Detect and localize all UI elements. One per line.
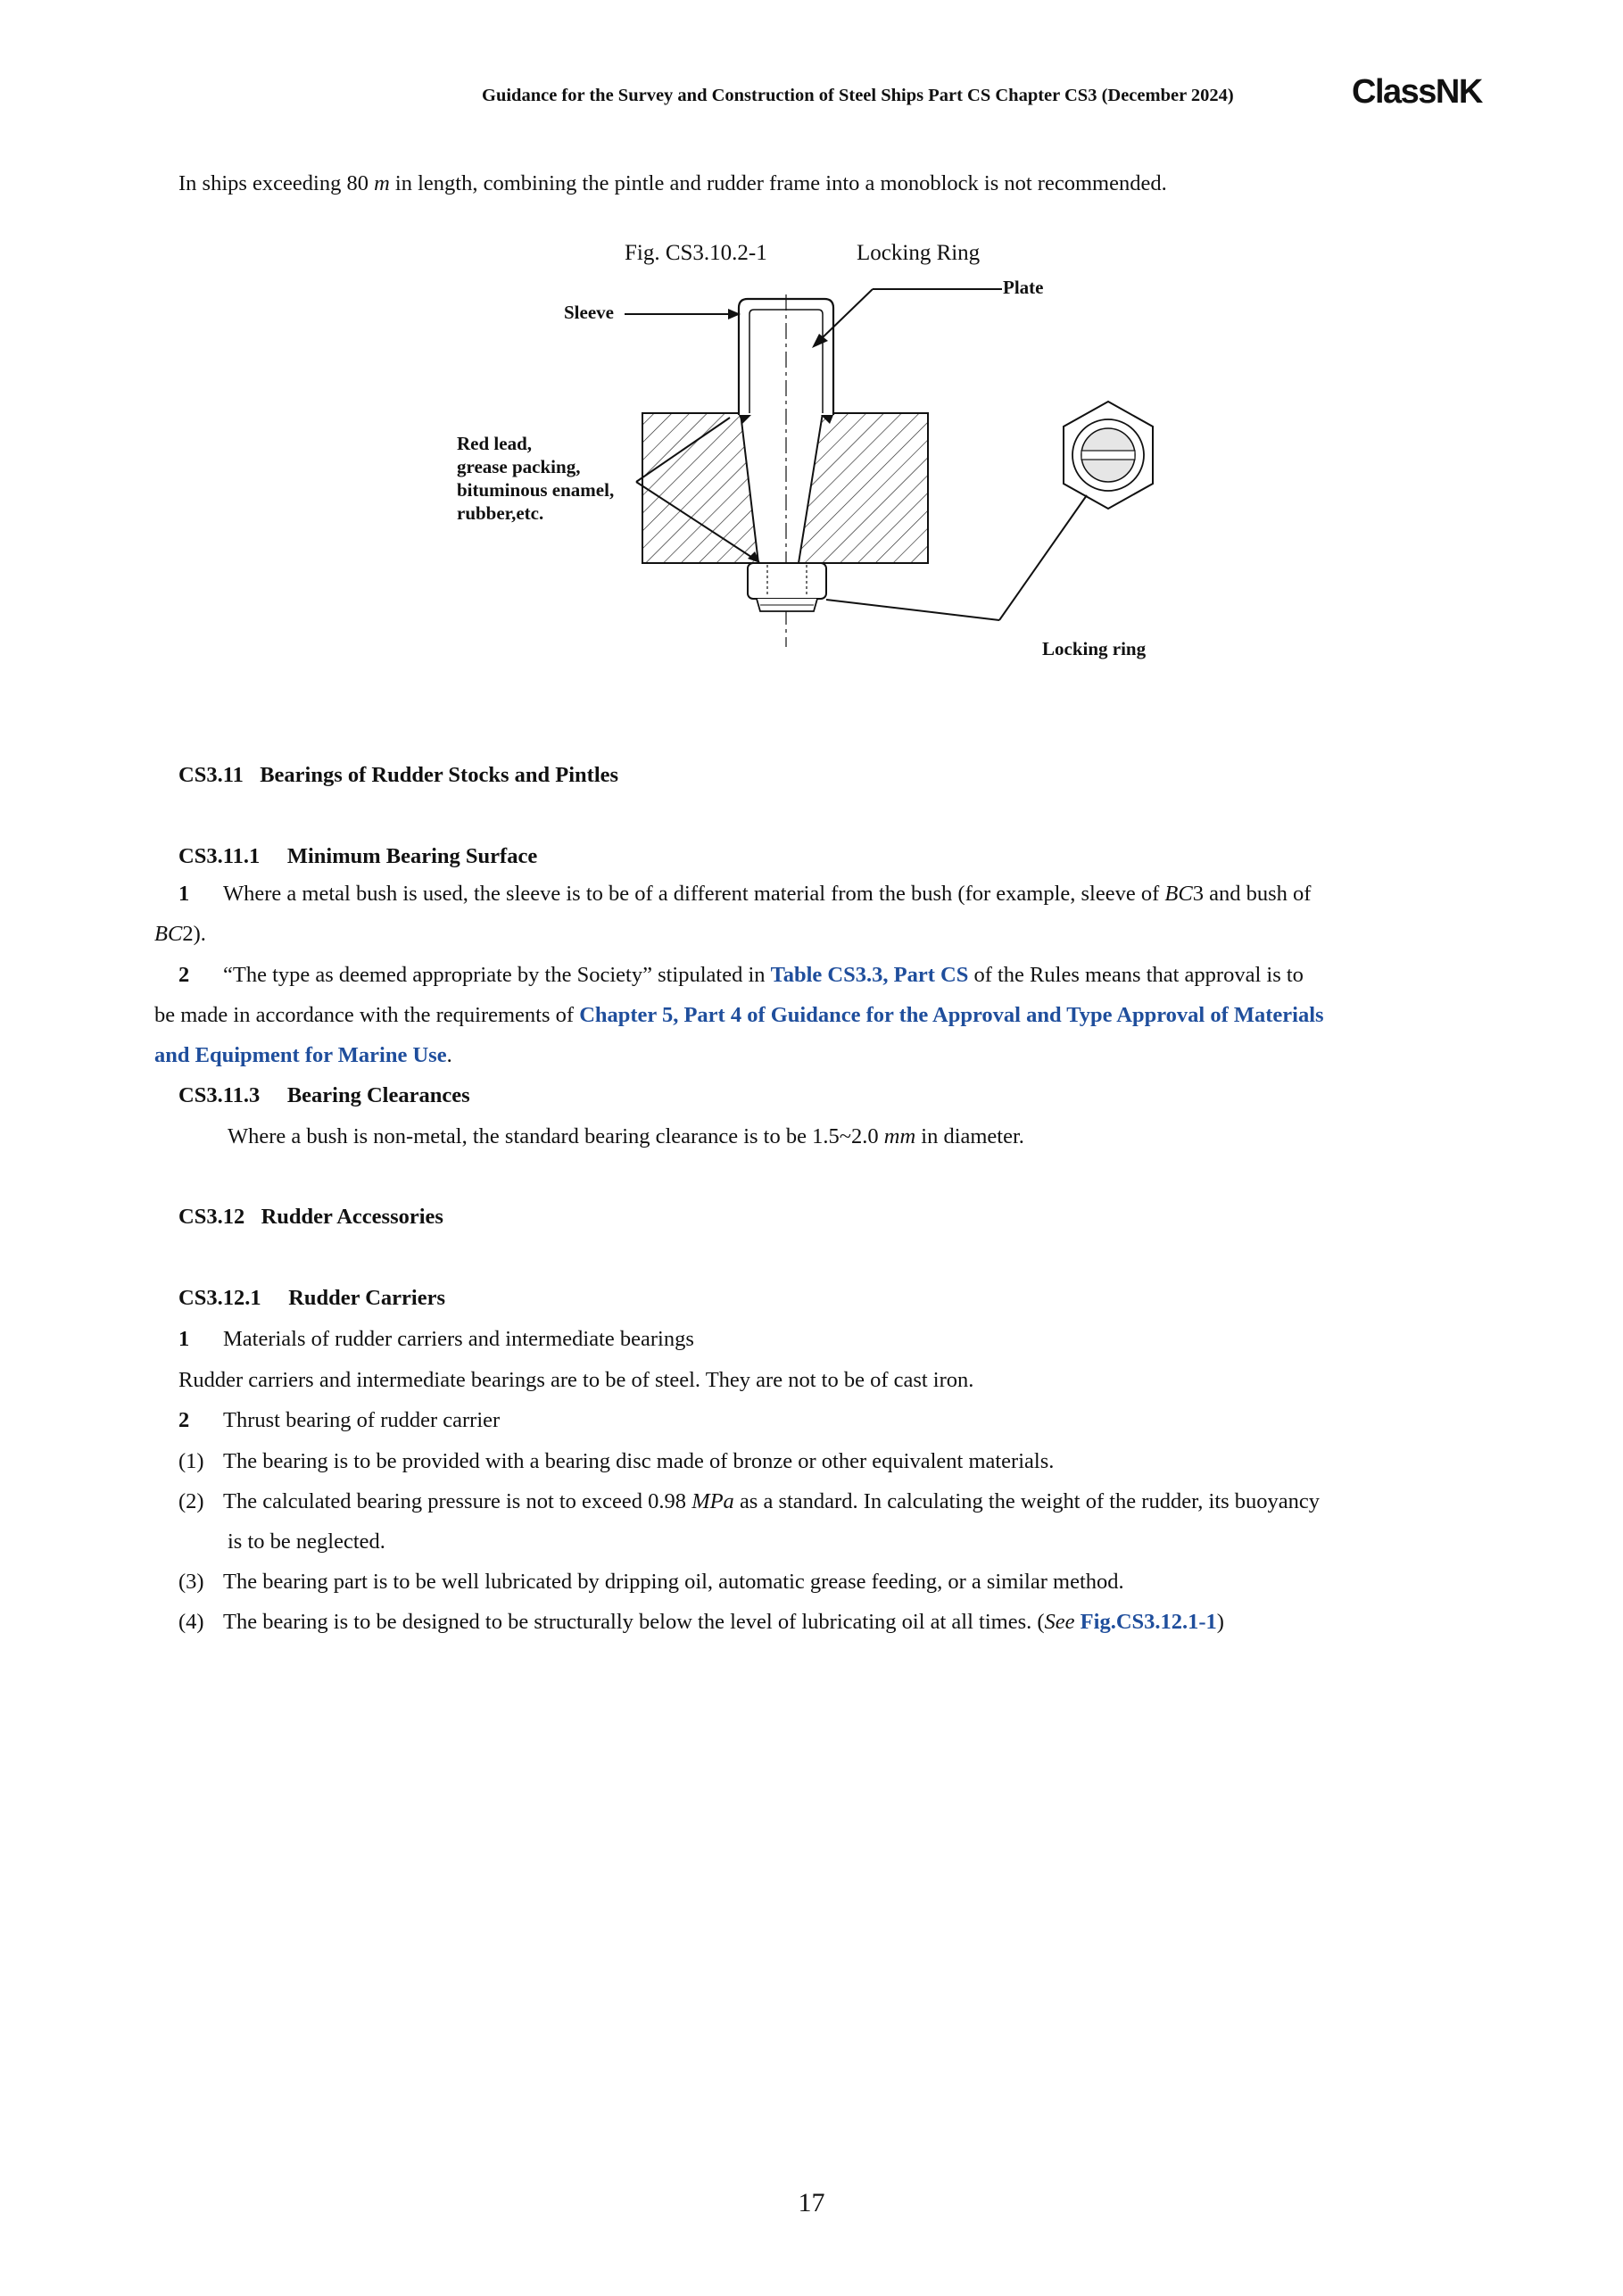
paragraph-1-line-2: BC2). — [154, 922, 206, 946]
intro-paragraph: In ships exceeding 80 m in length, combining the pintle and rudder frame into a monoblock is not recommended. — [178, 171, 1167, 195]
subitem-3: (3) The bearing part is to be well lubricated by dripping oil, automatic grease feeding, or a similar method. — [178, 1570, 1124, 1594]
subitem-1: (1) The bearing is to be provided with a bearing disc made of bronze or other equivalent materials. — [178, 1449, 1055, 1473]
running-header: Guidance for the Survey and Construction of Steel Ships Part CS Chapter CS3 (December 2024) — [482, 86, 1234, 105]
subsection-heading-cs3-11-3: CS3.11.3 Bearing Clearances — [178, 1083, 470, 1107]
paragraph-2-line-3: and Equipment for Marine Use. — [154, 1043, 452, 1067]
label-locking-ring: Locking ring — [1042, 638, 1147, 659]
label-red-lead-1: Red lead, — [457, 433, 532, 454]
paragraph-2-line-1: 2 “The type as deemed appropriate by the Society” stipulated in Table CS3.3, Part CS of the Rules means that approval is to — [178, 963, 1304, 987]
subsection-heading-cs3-11-1: CS3.11.1 Minimum Bearing Surface — [178, 844, 538, 868]
label-red-lead-4: rubber,etc. — [457, 502, 544, 524]
subitem-2-line-1: (2) The calculated bearing pressure is not to exceed 0.98 MPa as a standard. In calculating the weight of the rudder, its buoyancy — [178, 1489, 1321, 1513]
label-sleeve: Sleeve — [564, 302, 614, 323]
bearing-clearance-text: Where a bush is non-metal, the standard bearing clearance is to be 1.5~2.0 mm in diameter. — [228, 1124, 1024, 1148]
link-fig-cs3-12-1-1[interactable]: Fig.CS3.12.1-1 — [1080, 1610, 1217, 1634]
section-heading-cs3-11: CS3.11 Bearings of Rudder Stocks and Pintles — [178, 763, 619, 787]
unit-m: m — [374, 171, 390, 195]
nut-shape — [748, 563, 826, 611]
subitem-2-line-2: is to be neglected. — [228, 1529, 385, 1554]
item-1-heading: 1 Materials of rudder carriers and intermediate bearings — [178, 1327, 694, 1351]
figure-caption-title: Locking Ring — [857, 241, 981, 265]
figure-caption-number: Fig. CS3.10.2-1 — [625, 241, 767, 265]
label-red-lead-2: grease packing, — [457, 456, 581, 477]
subsection-heading-cs3-12-1: CS3.12.1 Rudder Carriers — [178, 1286, 445, 1310]
subitem-4: (4) The bearing is to be designed to be structurally below the level of lubricating oil at all times. (See Fig.CS3.12.1-1) — [178, 1610, 1224, 1634]
label-red-lead-3: bituminous enamel, — [457, 479, 615, 501]
paragraph-2-line-2: be made in accordance with the requirements of Chapter 5, Part 4 of Guidance for the Approval and Type Approval of Materials — [154, 1003, 1324, 1027]
item-2-heading: 2 Thrust bearing of rudder carrier — [178, 1408, 501, 1432]
page-number: 17 — [798, 2188, 825, 2217]
link-table-cs3-3[interactable]: Table CS3.3, Part CS — [770, 963, 969, 987]
classnk-logo: ClassNK — [1352, 73, 1482, 111]
paragraph-1-line-1: 1 Where a metal bush is used, the sleeve is to be of a different material from the bush (for example, sleeve of BC3 and bush of — [178, 882, 1312, 906]
hex-locking-ring-view — [1064, 402, 1153, 509]
section-heading-cs3-12: CS3.12 Rudder Accessories — [178, 1205, 443, 1229]
link-marine-use[interactable]: and Equipment for Marine Use — [154, 1043, 447, 1067]
label-plate: Plate — [1003, 277, 1044, 298]
item-1-body: Rudder carriers and intermediate bearings are to be of steel. They are not to be of cast iron. — [178, 1368, 974, 1392]
link-chapter-5-guidance[interactable]: Chapter 5, Part 4 of Guidance for the Approval and Type Approval of Materials — [579, 1003, 1324, 1027]
